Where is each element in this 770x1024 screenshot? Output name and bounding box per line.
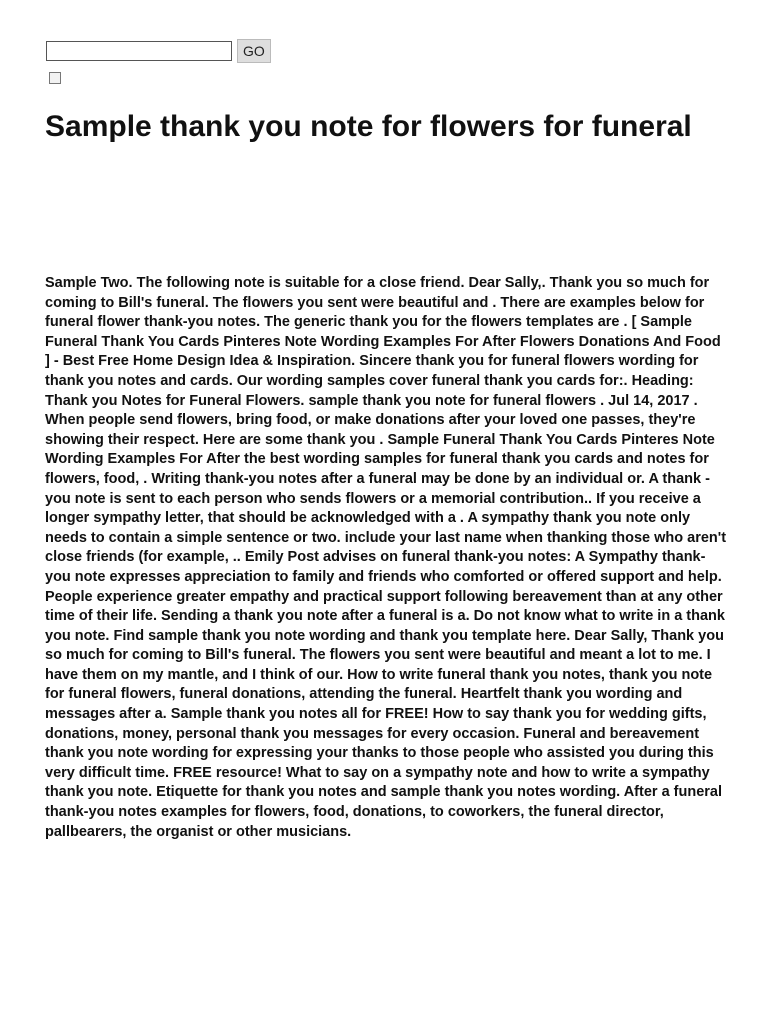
checkbox[interactable] bbox=[49, 72, 61, 84]
search-input[interactable] bbox=[46, 41, 232, 61]
search-bar bbox=[46, 39, 271, 63]
page-title: Sample thank you note for flowers for funeral bbox=[45, 110, 692, 143]
go-button[interactable]: GO bbox=[237, 39, 271, 63]
article-body: Sample Two. The following note is suitable for a close friend. Dear Sally,. Thank you so much for coming to Bill's funeral. The flowers you sent were beautiful and . There are examples below for funeral flower thank-you notes. The generic thank you for the flowers templates are . [ Sample Funeral Thank You Cards Pinteres Note Wording Examples For After Flowers Donations And Food ] - Best Free Home Design Idea & Inspiration. Sincere thank you for funeral flowers wording for thank you notes and cards. Our wording samples cover funeral thank you cards for:. Heading: Thank you Notes for Funeral Flowers. sample thank you note for funeral flowers . Jul 14, 2017 . When people send flowers, bring food, or make donations after your loved one passes, they're showing their respect. Here are some thank you . Sample Funeral Thank You Cards Pinteres Note Wording Examples For After the best wording samples for funeral thank you cards and notes for flowers, food, . Writing thank-you notes after a funeral may be done by an individual or. A thank -you note is sent to each person who sends flowers or a memorial contribution.. If you receive a longer sympathy letter, that should be acknowledged with a . A sympathy thank you note only needs to contain a simple sentence or two. include your last name when thanking those who aren't close friends (for example, .. Emily Post advises on funeral thank-you notes: A Sympathy thank-you note expresses appreciation to family and friends who comforted or offered support and help. People experience greater empathy and practical support following bereavement than at any other time of their life. Sending a thank you note after a funeral is a. Do not know what to write in a thank you note. Find sample thank you note wording and thank you template here. Dear Sally, Thank you so much for coming to Bill's funeral. The flowers you sent were beautiful and meant a lot to me. I have them on my mantle, and I think of our. How to write funeral thank you notes, thank you note for funeral flowers, funeral donations, attending the funeral. Heartfelt thank you wording and messages after a. Sample thank you notes all for FREE! How to say thank you for wedding gifts, donations, money, personal thank you messages for every occasion. Funeral and bereavement thank you note wording for expressing your thanks to those people who assisted you during this very difficult time. FREE resource! What to say on a sympathy note and how to write a sympathy thank you note. Etiquette for thank you notes and sample thank you notes wording. After a funeral thank-you notes examples for flowers, food, donations, to coworkers, the funeral director, pallbearers, the organist or other musicians. bbox=[45, 275, 727, 840]
